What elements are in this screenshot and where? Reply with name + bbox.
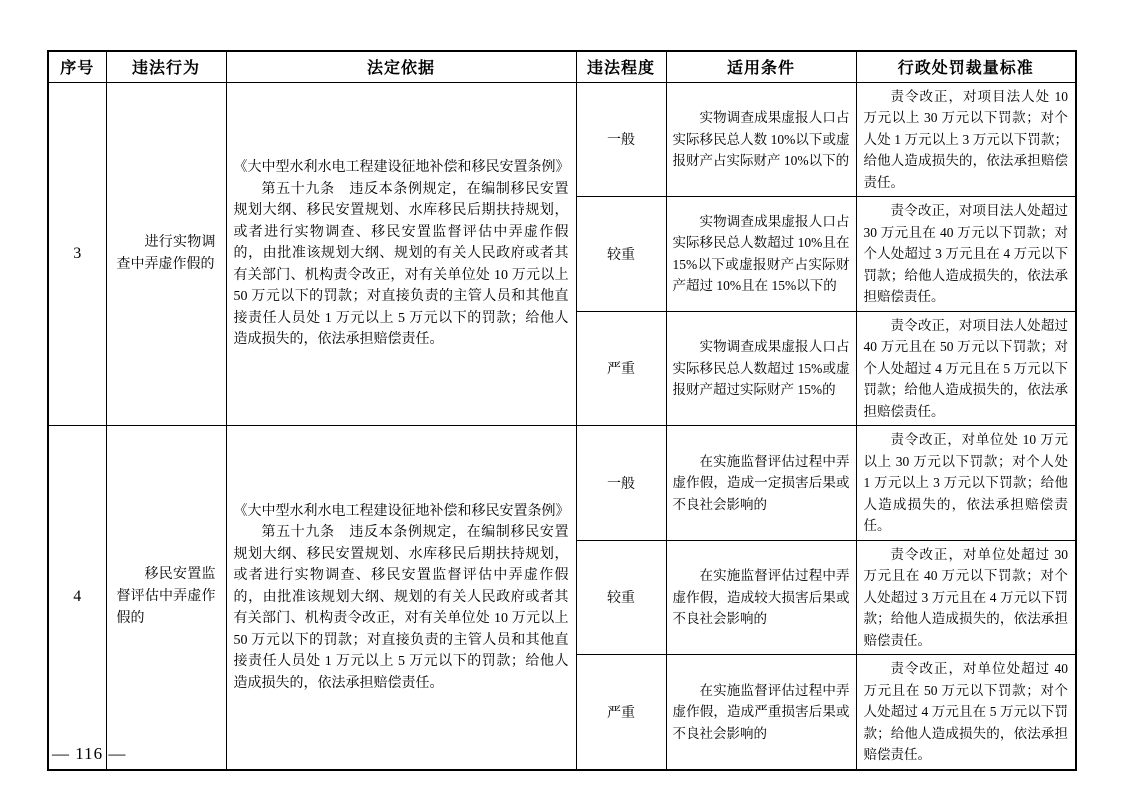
penalty-text: 责令改正，对项目法人处超过 30 万元且在 40 万元以下罚款；对个人处超过 3 万元且在 4 万元以下罚款；给他人造成损失的，依法承担赔偿责任。 [863, 203, 1068, 304]
penalty-cell [856, 197, 1076, 312]
penalty-discretion-table [47, 50, 1077, 771]
illegal-behavior-text: 进行实物调查中弄虚作假的 [116, 234, 216, 272]
penalty-cell [856, 655, 1076, 770]
page-number: — 116 — [52, 744, 127, 763]
degree-cell: 一般 [576, 82, 666, 197]
condition-cell [666, 655, 856, 770]
condition-text: 在实施监督评估过程中弄虚作假，造成一定损害后果或不良社会影响的 [672, 453, 850, 512]
header-legal-basis: 法定依据 [226, 51, 576, 82]
header-violation-degree: 违法程度 [576, 51, 666, 82]
penalty-cell [856, 426, 1076, 541]
degree-cell: 严重 [576, 655, 666, 770]
header-illegal-behavior: 违法行为 [106, 51, 226, 82]
condition-text: 在实施监督评估过程中弄虚作假，造成严重损害后果或不良社会影响的 [672, 682, 850, 741]
penalty-cell [856, 540, 1076, 655]
penalty-cell [856, 311, 1076, 426]
condition-text: 实物调查成果虚报人口占实际移民总人数超过 15%或虚报财产超过实际财产 15%的 [672, 339, 850, 397]
condition-text: 实物调查成果虚报人口占实际移民总人数超过 10%且在 15%以下或虚报财产占实际财产超过 10%且在 15%以下的 [672, 213, 850, 294]
penalty-text: 责令改正，对项目法人处超过 40 万元且在 50 万元以下罚款；对个人处超过 4 万元且在 5 万元以下罚款；给他人造成损失的，依法承担赔偿责任。 [863, 317, 1068, 419]
penalty-text: 责令改正，对单位处 10 万元以上 30 万元以下罚款；对个人处 1 万元以上 3 万元以下罚款；给他人造成损失的，依法承担赔偿责任。 [863, 432, 1068, 533]
header-row [48, 51, 1076, 82]
table-row [48, 426, 1076, 541]
penalty-text: 责令改正，对单位处超过 30 万元且在 40 万元以下罚款；对个人处超过 3 万元且在 4 万元以下罚款；给他人造成损失的，依法承担赔偿责任。 [863, 546, 1068, 648]
legal-basis-body: 第五十九条 违反本条例规定，在编制移民安置规划大纲、移民安置规划、水库移民后期扶持规划，或者进行实物调查、移民安置监督评估中弄虚作假的，由批准该规划大纲、规划的有关人民政府或者其有关部门、机构责令改正，对有关单位处 10 万元以上 50 万元以下的罚款；对直接负责的主管人员和其他直接责任人员处 1 万元以上 5 万元以下的罚款；给他人造成损失的，依法承担赔偿责任。 [233, 525, 569, 691]
legal-basis-cell [226, 426, 576, 770]
degree-cell: 较重 [576, 540, 666, 655]
header-penalty-standard: 行政处罚裁量标准 [856, 51, 1076, 82]
header-serial-number: 序号 [48, 51, 106, 82]
degree-cell: 较重 [576, 197, 666, 312]
legal-basis-title: 《大中型水利水电工程建设征地补偿和移民安置条例》 [233, 503, 570, 519]
legal-basis-title: 《大中型水利水电工程建设征地补偿和移民安置条例》 [233, 160, 570, 175]
illegal-behavior-text: 移民安置监督评估中弄虚作假的 [116, 567, 216, 627]
illegal-behavior-cell [106, 82, 226, 426]
header-applicable-conditions: 适用条件 [666, 51, 856, 82]
illegal-behavior-cell [106, 426, 226, 770]
legal-basis-body: 第五十九条 违反本条例规定，在编制移民安置规划大纲、移民安置规划、水库移民后期扶持规划，或者进行实物调查、移民安置监督评估中弄虚作假的，由批准该规划大纲、规划的有关人民政府或者其有关部门、机构责令改正，对有关单位处 10 万元以上 50 万元以下的罚款；对直接负责的主管人员和其他直接责任人员处 1 万元以上 5 万元以下的罚款；给他人造成损失的，依法承担赔偿责任。 [233, 181, 569, 347]
penalty-text: 责令改正，对单位处超过 40 万元且在 50 万元以下罚款；对个人处超过 4 万元且在 5 万元以下罚款；给他人造成损失的，依法承担赔偿责任。 [863, 661, 1068, 762]
penalty-cell [856, 82, 1076, 197]
degree-cell: 严重 [576, 311, 666, 426]
legal-basis-cell [226, 82, 576, 426]
row-number: 3 [48, 82, 106, 426]
condition-cell [666, 82, 856, 197]
table-row [48, 82, 1076, 197]
penalty-text: 责令改正，对项目法人处 10 万元以上 30 万元以下罚款；对个人处 1 万元以上 3 万元以下罚款；给他人造成损失的，依法承担赔偿责任。 [863, 88, 1068, 190]
condition-cell [666, 311, 856, 426]
degree-cell: 一般 [576, 426, 666, 541]
condition-text: 实物调查成果虚报人口占实际移民总人数 10%以下或虚报财产占实际财产 10%以下的 [672, 110, 850, 168]
condition-cell [666, 197, 856, 312]
row-number: 4 [48, 426, 106, 770]
condition-text: 在实施监督评估过程中弄虚作假，造成较大损害后果或不良社会影响的 [672, 568, 850, 626]
condition-cell [666, 426, 856, 541]
condition-cell [666, 540, 856, 655]
